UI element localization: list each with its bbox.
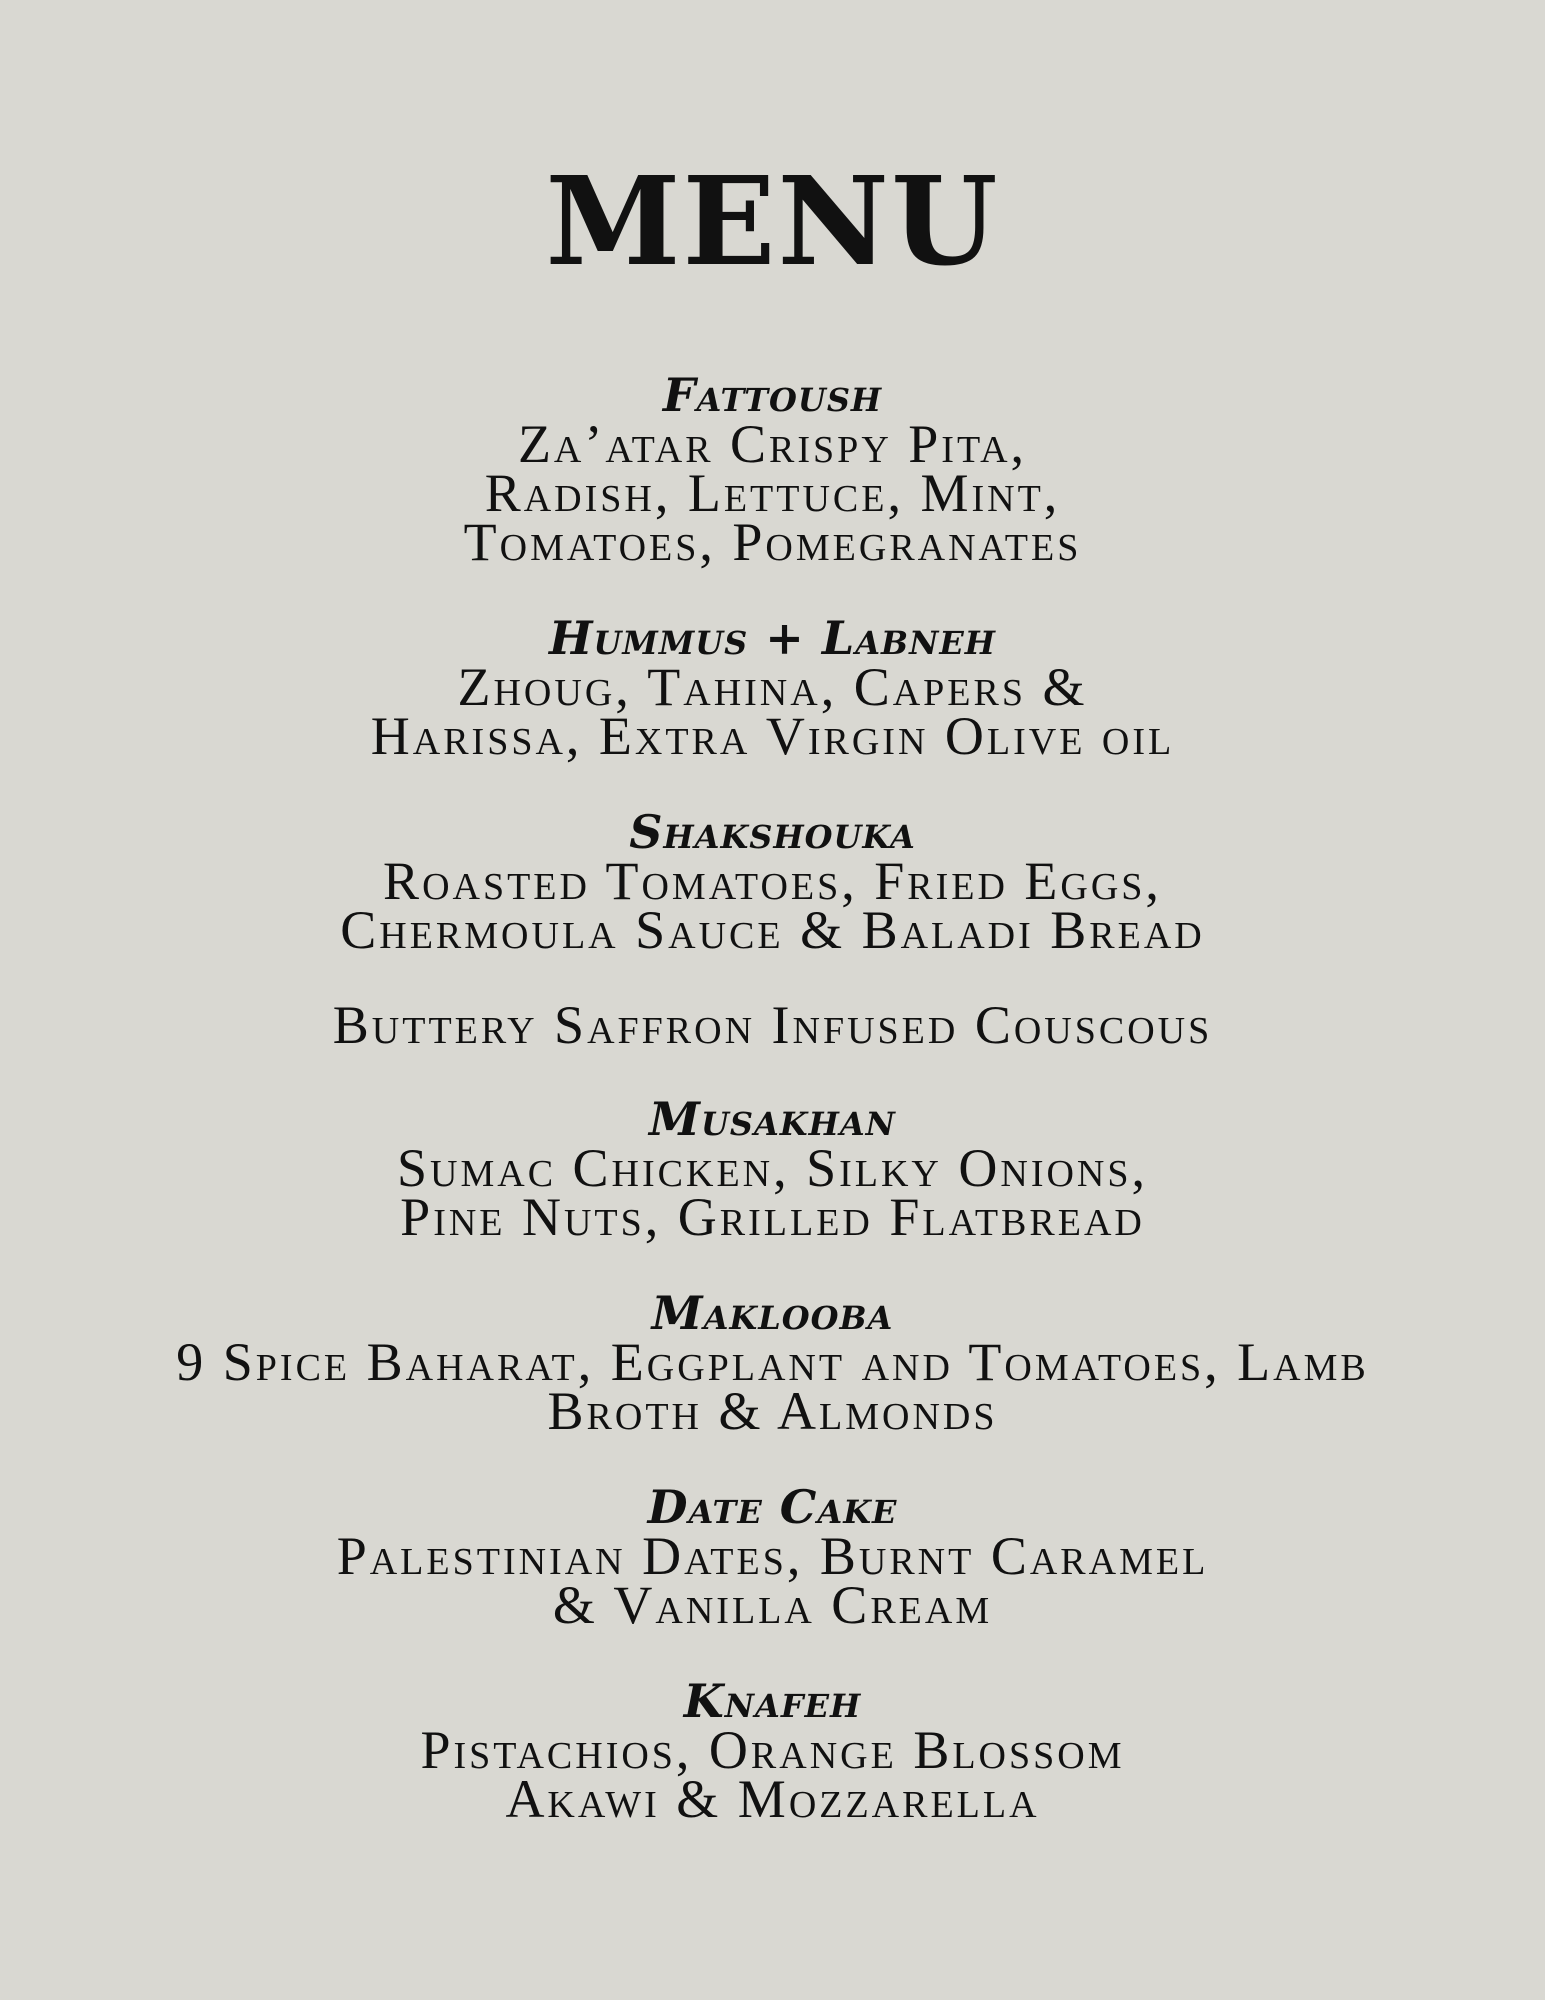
menu-item-shakshouka [0,805,1545,960]
menu-item-date-cake [0,1480,1545,1635]
menu-item-knafeh [0,1674,1545,1829]
item-description-line: Sumac Chicken, Silky Onions, [396,1138,1148,1198]
item-description-line: Zhoug, Tahina, Capers & [457,657,1088,717]
menu-list [0,370,1545,1870]
item-name: Knafeh [683,1674,862,1728]
item-description-line: Roasted Tomatoes, Fried Eggs, [383,851,1162,911]
item-name: Shakshouka [629,805,916,859]
item-description-line: Broth & Almonds [547,1381,998,1441]
item-description-line: Akawi & Mozzarella [505,1769,1040,1829]
item-name: Hummus + Labneh [549,611,996,665]
item-description-line: Palestinian Dates, Burnt Caramel [336,1526,1209,1586]
menu-item-fattoush [0,368,1545,572]
item-name: Date Cake [647,1480,898,1534]
item-name: Maklooba [651,1286,894,1340]
menu-item-couscous [0,995,1545,1055]
item-description-line: Tomatoes, Pomegranates [463,512,1082,572]
menu-item-musakhan [0,1092,1545,1247]
item-name: Fattoush [662,368,883,422]
item-description-line: & Vanilla Cream [552,1575,993,1635]
item-description-line: Pine Nuts, Grilled Flatbread [400,1187,1145,1247]
item-description-line: Radish, Lettuce, Mint, [484,463,1061,523]
item-description-line: Harissa, Extra Virgin Olive oil [370,706,1175,766]
item-description-line: Pistachios, Orange Blossom [420,1720,1125,1780]
item-description-line: Buttery Saffron Infused Couscous [332,995,1213,1055]
item-name: Musakhan [649,1092,896,1146]
item-description-line: Chermoula Sauce & Baladi Bread [340,900,1205,960]
menu-item-hummus-labneh [0,611,1545,766]
menu-item-maklooba [0,1286,1545,1441]
item-description-line: Za’atar Crispy Pita, [517,414,1028,474]
item-description-line: 9 Spice Baharat, Eggplant and Tomatoes, Lamb [176,1332,1369,1392]
menu-title: MENU [545,149,1000,293]
